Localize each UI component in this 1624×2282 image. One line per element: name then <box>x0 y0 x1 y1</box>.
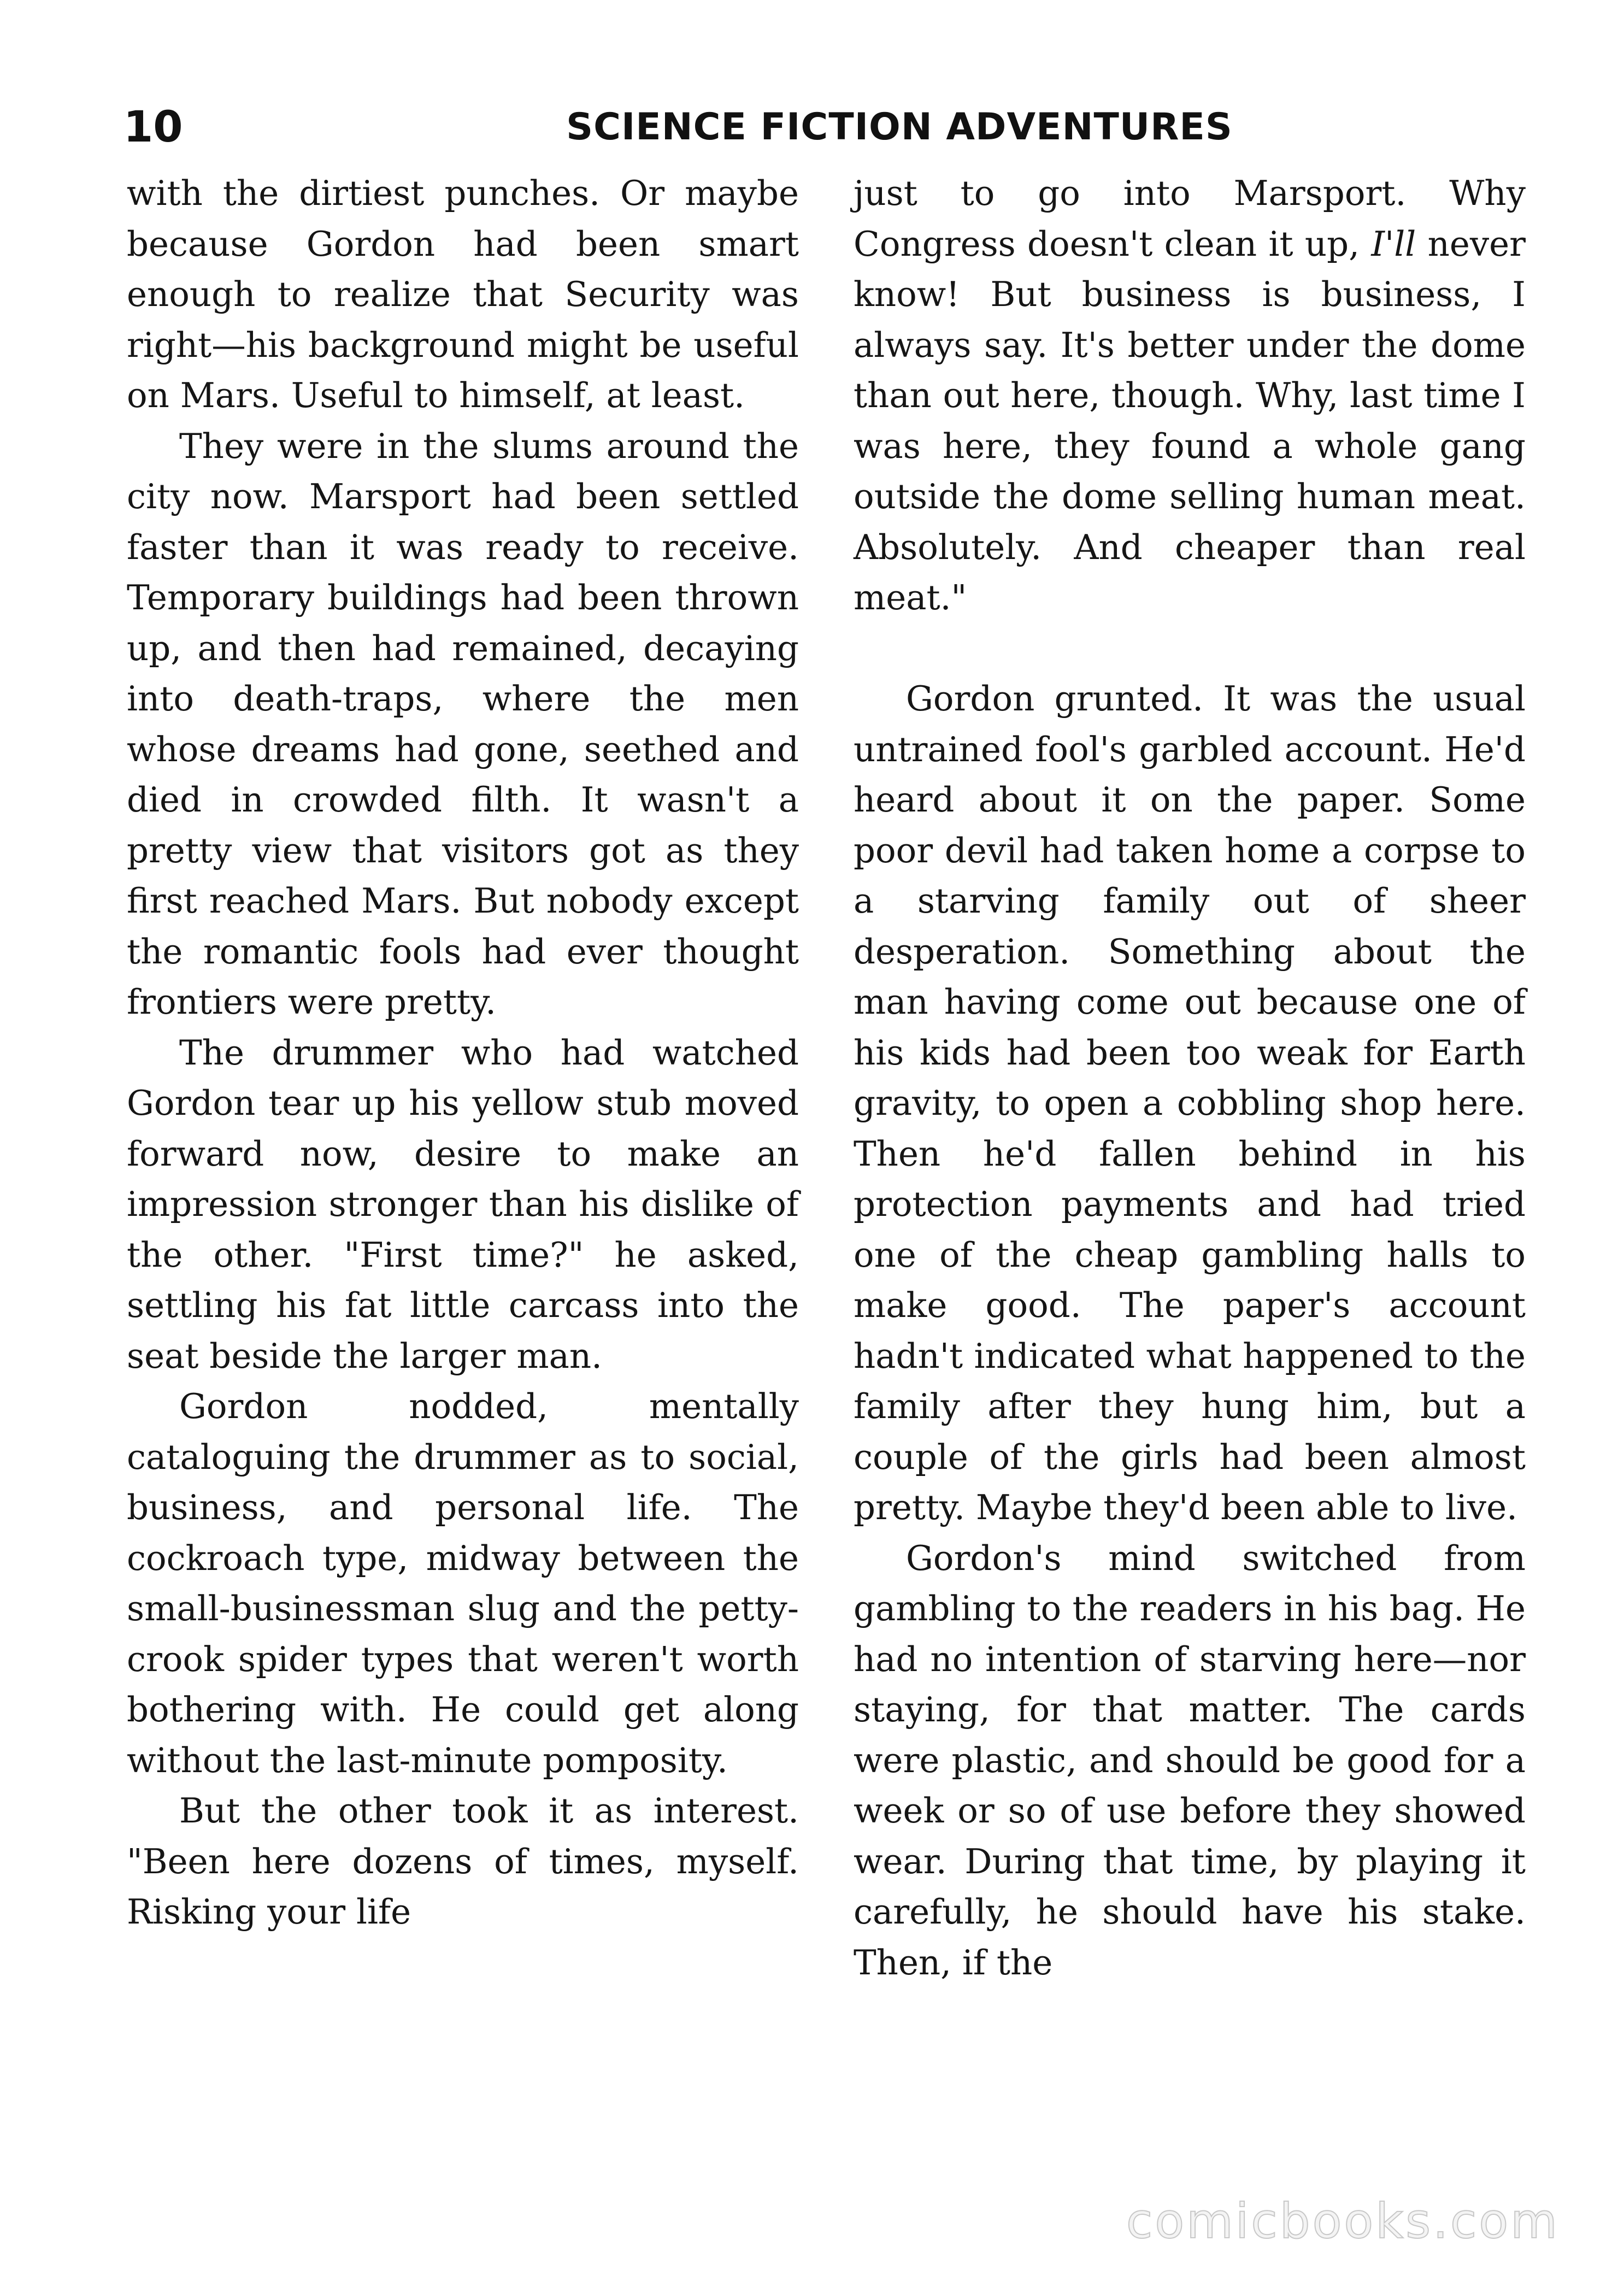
paragraph: Gordon's mind switched from gambling to the readers in his bag. He had no intention of starving here—nor staying, for that matter. The cards were plastic, and should be good for a week or so of use before they showed wear. During that time, by playing it carefully, he should have his stake. Then, if the <box>854 1538 1526 1983</box>
paragraph: The drummer who had watched Gordon tear up his yellow stub moved forward now, desire to make an impression stronger than his dislike of the other. "First time?" he asked, settling his fat little carcass into the seat beside the larger man. <box>127 1032 799 1376</box>
paragraph-text: just to go into Marsport. Why Congress doesn't clean it up, <box>854 173 1526 264</box>
paragraph: They were in the slums around the city now. Marsport had been settled faster than it was ready to receive. Temporary buildings had been thrown up, and then had remained, decaying into death-traps, where the men whose dreams had gone, seethed and died in crowded filth. It wasn't a pretty view that visitors got as they first reached Mars. But nobody except the romantic fools had ever thought frontiers were pretty. <box>127 426 799 1022</box>
italic-text: I'll <box>1371 224 1416 264</box>
paragraph: Gordon grunted. It was the usual untrained fool's garbled account. He'd heard about it on the paper. Some poor devil had taken home a corpse to a starving family out of sheer desperation. Something about the man having come out because one of his kids had been too weak for Earth gravity, to open a cobbling shop here. Then he'd fallen behind in his protection payments and had tried one of the cheap gambling halls to make good. The paper's account hadn't indicated what happened to the family after they hung him, but a couple of the girls had been almost pretty. Maybe they'd been able to live. <box>854 679 1526 1527</box>
left-column <box>127 168 799 1938</box>
watermark: comicbooks.com <box>1126 2193 1560 2249</box>
paragraph: Gordon nodded, mentally cataloguing the drummer as to social, business, and personal life. The cockroach type, midway between the small-businessman slug and the petty-crook spider types that weren't worth bothering with. He could get along without the last-minute pomposity. <box>127 1386 799 1780</box>
paragraph-text: never know! But business is business, I always say. It's better under the dome than out here, though. Why, last time I was here, they found a whole gang outside the dome selling human meat. Absolutely. And cheaper than real meat." <box>854 224 1526 617</box>
running-head <box>123 97 1528 157</box>
page-number: 10 <box>123 103 183 152</box>
paragraph: But the other took it as interest. "Been here dozens of times, myself. Risking your life <box>127 1791 799 1932</box>
right-column <box>854 168 1526 1988</box>
magazine-title: SCIENCE FICTION ADVENTURES <box>566 105 1233 149</box>
paragraph: with the dirtiest punches. Or maybe because Gordon had been smart enough to realize that Security was right—his background might be useful on Mars. Useful to himself, at least. <box>127 173 799 415</box>
paragraph <box>854 168 1526 624</box>
